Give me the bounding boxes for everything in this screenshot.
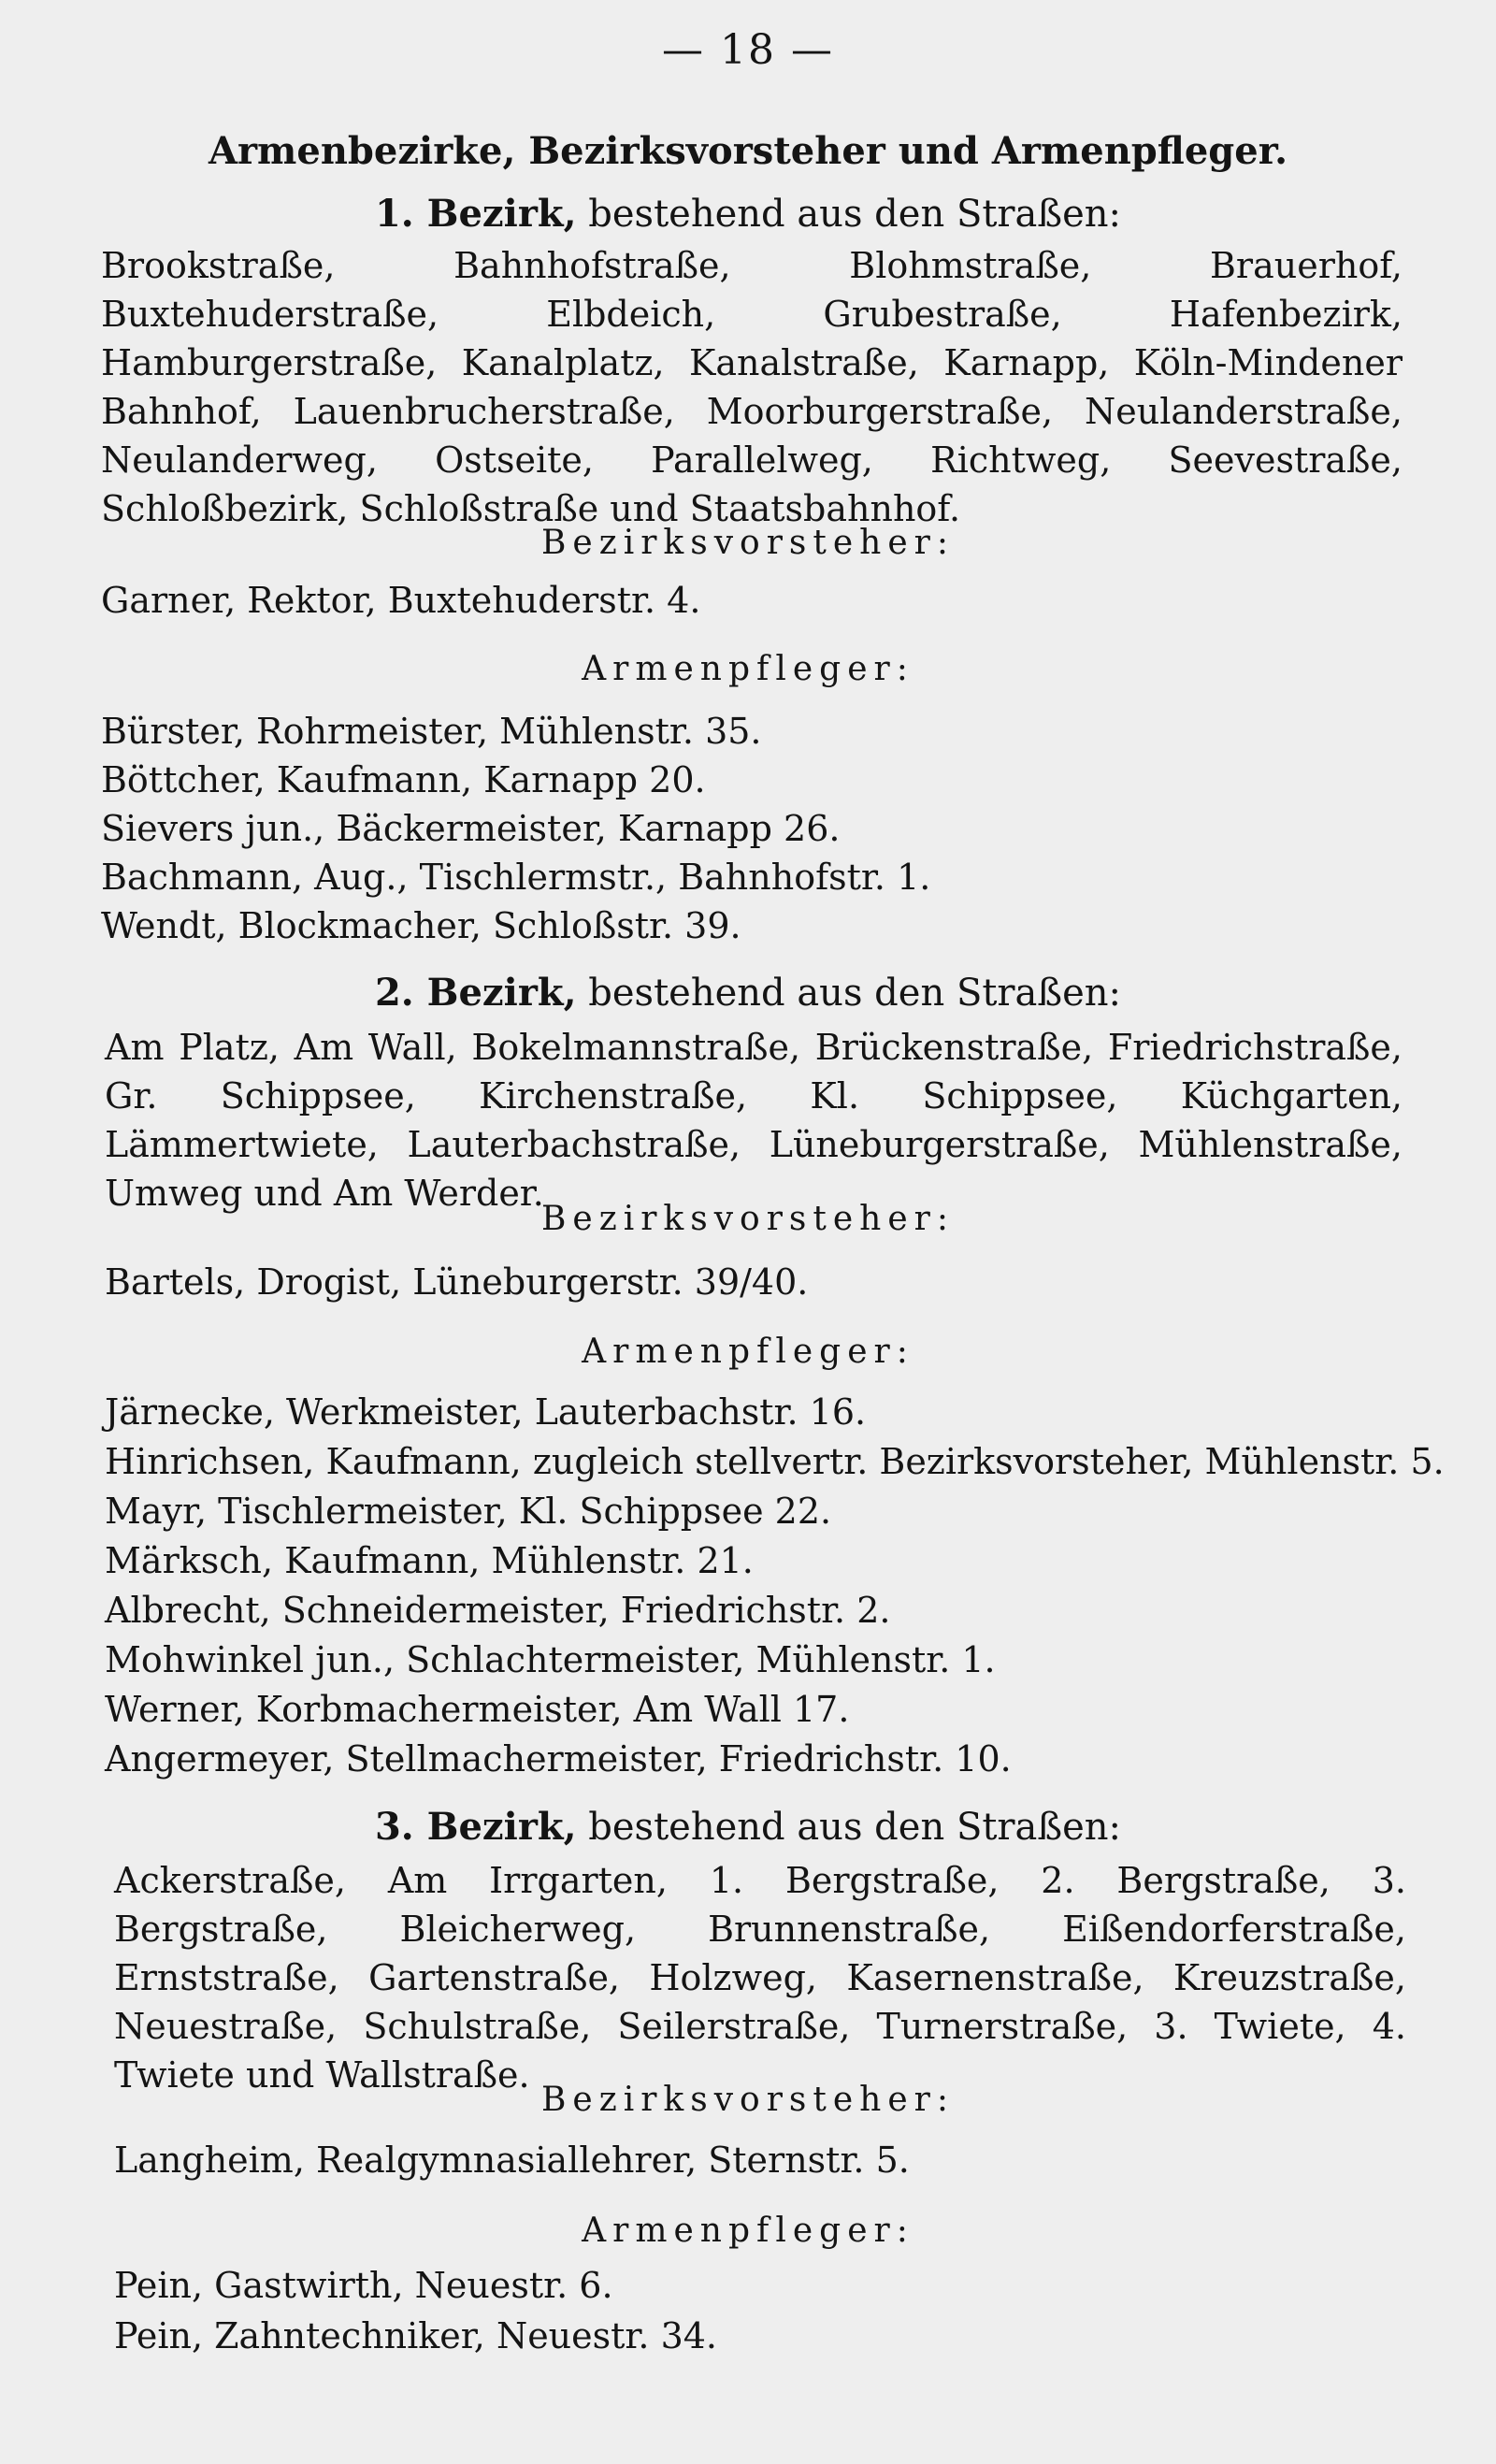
district-1-pfleger-2: Böttcher, Kaufmann, Karnapp 20. bbox=[101, 759, 706, 800]
district-2-pfleger-1: Järnecke, Werkmeister, Lauterbachstr. 16. bbox=[105, 1391, 867, 1433]
page-number: — 18 — bbox=[662, 26, 834, 74]
district-1-number: 1. Bezirk, bbox=[374, 192, 577, 236]
district-1-pfleger-5: Wendt, Blockmacher, Schloßstr. 39. bbox=[101, 905, 741, 946]
district-3-title bbox=[0, 1805, 1496, 1849]
district-2-pfleger-8: Angermeyer, Stellmachermeister, Friedrichstr. 10. bbox=[105, 1738, 1012, 1780]
district-3-pfleger-label: Armenpfleger: bbox=[582, 2212, 914, 2250]
district-2-pfleger-7: Werner, Korbmachermeister, Am Wall 17. bbox=[105, 1689, 850, 1730]
district-1-pfleger-4: Bachmann, Aug., Tischlermstr., Bahnhofstr. 1. bbox=[101, 857, 931, 898]
district-1-pfleger-1: Bürster, Rohrmeister, Mühlenstr. 35. bbox=[101, 711, 762, 752]
page-heading: Armenbezirke, Bezirksvorsteher und Armenpfleger. bbox=[208, 129, 1288, 173]
district-3-pfleger-1: Pein, Gastwirth, Neuestr. 6. bbox=[114, 2265, 613, 2306]
district-2-pfleger-5: Albrecht, Schneidermeister, Friedrichstr. 2. bbox=[105, 1590, 891, 1631]
district-3-pfleger-2: Pein, Zahntechniker, Neuestr. 34. bbox=[114, 2315, 717, 2356]
district-1-streets: Brookstraße, Bahnhofstraße, Blohmstraße, Brauerhof, Buxtehuderstraße, Elbdeich, Grubestraße, Hafenbezirk, Hamburgerstraße, Kanalplatz, Kanalstraße, Karnapp, Köln-Mindener Bahnhof, Lauenbrucherstraße, Moorburgerstraße, Neulanderstraße, Neulanderweg, Ostseite, Parallelweg, Richtweg, Seevestraße, Schloßbezirk, Schloßstraße und Staatsbahnhof. bbox=[101, 245, 1402, 529]
district-2-pfleger-4: Märksch, Kaufmann, Mühlenstr. 21. bbox=[105, 1540, 754, 1581]
district-2-pfleger-6: Mohwinkel jun., Schlachtermeister, Mühlenstr. 1. bbox=[105, 1639, 996, 1680]
district-2-streets: Am Platz, Am Wall, Bokelmannstraße, Brückenstraße, Friedrichstraße, Gr. Schippsee, Kirchenstraße, Kl. Schippsee, Küchgarten, Lämmertwiete, Lauterbachstraße, Lüneburgerstraße, Mühlenstraße, Umweg und Am Werder. bbox=[105, 1027, 1402, 1214]
district-1-vorsteher: Garner, Rektor, Buxtehuderstr. 4. bbox=[101, 580, 701, 621]
district-2-number: 2. Bezirk, bbox=[374, 971, 577, 1015]
district-2-pfleger-label: Armenpfleger: bbox=[582, 1333, 914, 1371]
district-2-pfleger-3: Mayr, Tischlermeister, Kl. Schippsee 22. bbox=[105, 1491, 832, 1532]
district-1-vorsteher-label: Bezirksvorsteher: bbox=[540, 524, 956, 562]
district-2-title bbox=[0, 971, 1496, 1015]
district-3-intro: bestehend aus den Straßen: bbox=[588, 1806, 1122, 1849]
district-2-vorsteher: Bartels, Drogist, Lüneburgerstr. 39/40. bbox=[105, 1261, 809, 1303]
district-1-pfleger-label: Armenpfleger: bbox=[582, 650, 914, 688]
district-3-number: 3. Bezirk, bbox=[374, 1805, 577, 1849]
district-3-streets: Ackerstraße, Am Irrgarten, 1. Bergstraße, 2. Bergstraße, 3. Bergstraße, Bleicherweg, Brunnenstraße, Eißendorferstraße, Ernststraße, Gartenstraße, Holzweg, Kasernenstraße, Kreuzstraße, Neuestraße, Schulstraße, Seilerstraße, Turnerstraße, 3. Twiete, 4. Twiete und Wallstraße. bbox=[114, 1860, 1406, 2096]
district-1-intro: bestehend aus den Straßen: bbox=[588, 193, 1122, 236]
district-3-vorsteher: Langheim, Realgymnasiallehrer, Sternstr. 5. bbox=[114, 2140, 910, 2181]
district-2-pfleger-2: Hinrichsen, Kaufmann, zugleich stellvertr. Bezirksvorsteher, Mühlenstr. 5. bbox=[105, 1441, 1445, 1482]
district-1-title bbox=[0, 192, 1496, 236]
district-2-intro: bestehend aus den Straßen: bbox=[588, 972, 1122, 1015]
district-2-vorsteher-label: Bezirksvorsteher: bbox=[540, 1200, 956, 1238]
district-3-vorsteher-label: Bezirksvorsteher: bbox=[540, 2081, 956, 2119]
district-1-pfleger-3: Sievers jun., Bäckermeister, Karnapp 26. bbox=[101, 808, 841, 849]
